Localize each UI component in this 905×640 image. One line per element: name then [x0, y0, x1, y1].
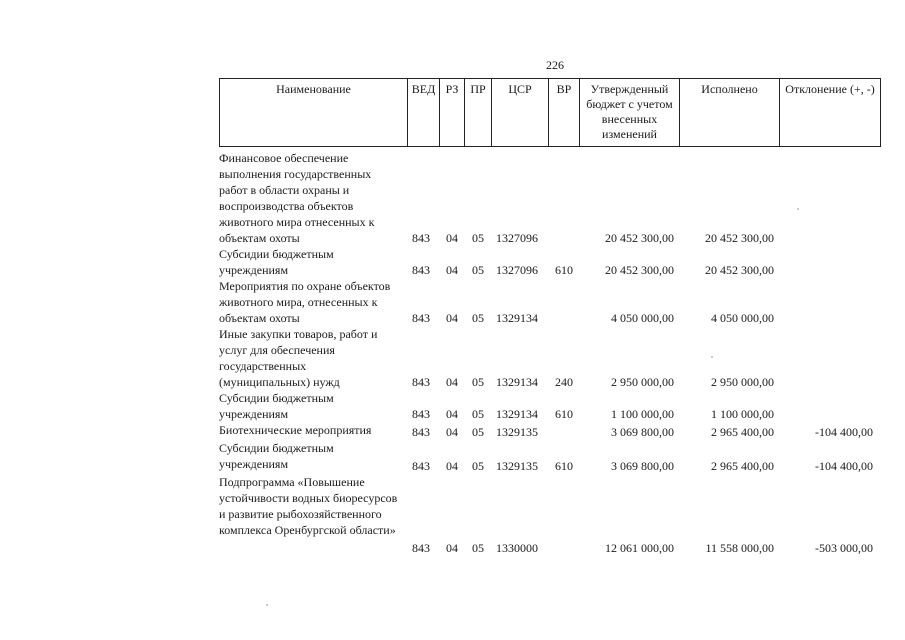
row-name: Мероприятия по охране объектов животного мира, отнесенных к объектам охоты	[219, 279, 391, 325]
row-pr: 05	[472, 231, 484, 245]
row-dev: -503 000,00	[815, 541, 873, 555]
row-ved: 843	[412, 407, 430, 421]
row-vr: 610	[555, 459, 573, 473]
row-ved: 843	[412, 231, 430, 245]
row-done: 1 100 000,00	[711, 407, 774, 421]
scan-speck	[711, 356, 713, 358]
table-row	[219, 422, 881, 440]
header-plan: Утвержденный бюджет с учетом внесенных изменений	[580, 79, 680, 147]
row-ved: 843	[412, 459, 430, 473]
row-csr: 1330000	[496, 541, 538, 555]
row-name: Иные закупки товаров, работ и услуг для обеспечения государственных (муниципальных) нужд	[219, 327, 378, 389]
row-done: 11 558 000,00	[705, 541, 774, 555]
row-vr: 240	[555, 375, 573, 389]
row-pr: 05	[472, 311, 484, 325]
row-vr: 610	[555, 263, 573, 277]
row-pr: 05	[472, 425, 484, 439]
table-row	[219, 390, 881, 422]
row-csr: 1329134	[496, 407, 538, 421]
header-ved: ВЕД	[408, 79, 440, 147]
table-row	[219, 246, 881, 278]
row-pr: 05	[472, 541, 484, 555]
row-pr: 05	[472, 375, 484, 389]
row-plan: 2 950 000,00	[611, 375, 674, 389]
row-done: 20 452 300,00	[705, 231, 774, 245]
row-pr: 05	[472, 407, 484, 421]
row-done: 2 965 400,00	[711, 459, 774, 473]
row-done: 4 050 000,00	[711, 311, 774, 325]
row-ved: 843	[412, 425, 430, 439]
row-plan: 4 050 000,00	[611, 311, 674, 325]
row-ved: 843	[412, 263, 430, 277]
row-csr: 1329134	[496, 311, 538, 325]
row-rz: 04	[446, 541, 458, 555]
row-ved: 843	[412, 311, 430, 325]
row-name: Субсидии бюджетным учреждениям	[219, 247, 334, 277]
row-pr: 05	[472, 459, 484, 473]
row-name: Подпрограмма «Повышение устойчивости водных биоресурсов и развитие рыбохозяйственного комплекса Оренбургской области»	[219, 475, 398, 537]
header-done: Исполнено	[680, 79, 780, 147]
header-pr: ПР	[465, 79, 492, 147]
row-rz: 04	[446, 425, 458, 439]
row-dev: -104 400,00	[815, 425, 873, 439]
row-plan: 20 452 300,00	[605, 231, 674, 245]
row-plan: 3 069 800,00	[611, 459, 674, 473]
table-header	[219, 78, 881, 147]
row-rz: 04	[446, 459, 458, 473]
row-ved: 843	[412, 375, 430, 389]
row-rz: 04	[446, 311, 458, 325]
row-plan: 1 100 000,00	[611, 407, 674, 421]
row-pr: 05	[472, 263, 484, 277]
row-csr: 1329134	[496, 375, 538, 389]
table-row	[219, 326, 881, 390]
row-name: Субсидии бюджетным учреждениям	[219, 441, 334, 471]
row-done: 20 452 300,00	[705, 263, 774, 277]
row-done: 2 950 000,00	[711, 375, 774, 389]
header-dev: Отклонение (+, -)	[780, 79, 881, 147]
table-row	[219, 440, 881, 474]
row-vr: 610	[555, 407, 573, 421]
row-rz: 04	[446, 407, 458, 421]
row-csr: 1327096	[496, 231, 538, 245]
scan-speck	[266, 604, 268, 606]
row-name: Финансовое обеспечение выполнения государственных работ в области охраны и воспроизводства объектов животного мира отнесенных к объектам охоты	[219, 151, 375, 245]
page-number: 226	[546, 58, 564, 72]
row-plan: 3 069 800,00	[611, 425, 674, 439]
header-rz: РЗ	[440, 79, 465, 147]
table-row	[219, 474, 881, 556]
table-row	[219, 278, 881, 326]
header-csr: ЦСР	[492, 79, 549, 147]
table-row	[219, 150, 881, 246]
row-csr: 1327096	[496, 263, 538, 277]
row-csr: 1329135	[496, 425, 538, 439]
row-name: Субсидии бюджетным учреждениям	[219, 391, 334, 421]
row-done: 2 965 400,00	[711, 425, 774, 439]
row-plan: 12 061 000,00	[605, 541, 674, 555]
scan-speck	[797, 208, 799, 210]
row-plan: 20 452 300,00	[605, 263, 674, 277]
row-csr: 1329135	[496, 459, 538, 473]
table-body	[219, 150, 881, 556]
header-name: Наименование	[220, 79, 408, 147]
row-dev: -104 400,00	[815, 459, 873, 473]
row-rz: 04	[446, 231, 458, 245]
row-ved: 843	[412, 541, 430, 555]
row-rz: 04	[446, 263, 458, 277]
header-vr: ВР	[549, 79, 580, 147]
row-rz: 04	[446, 375, 458, 389]
row-name: Биотехнические мероприятия	[219, 423, 372, 437]
